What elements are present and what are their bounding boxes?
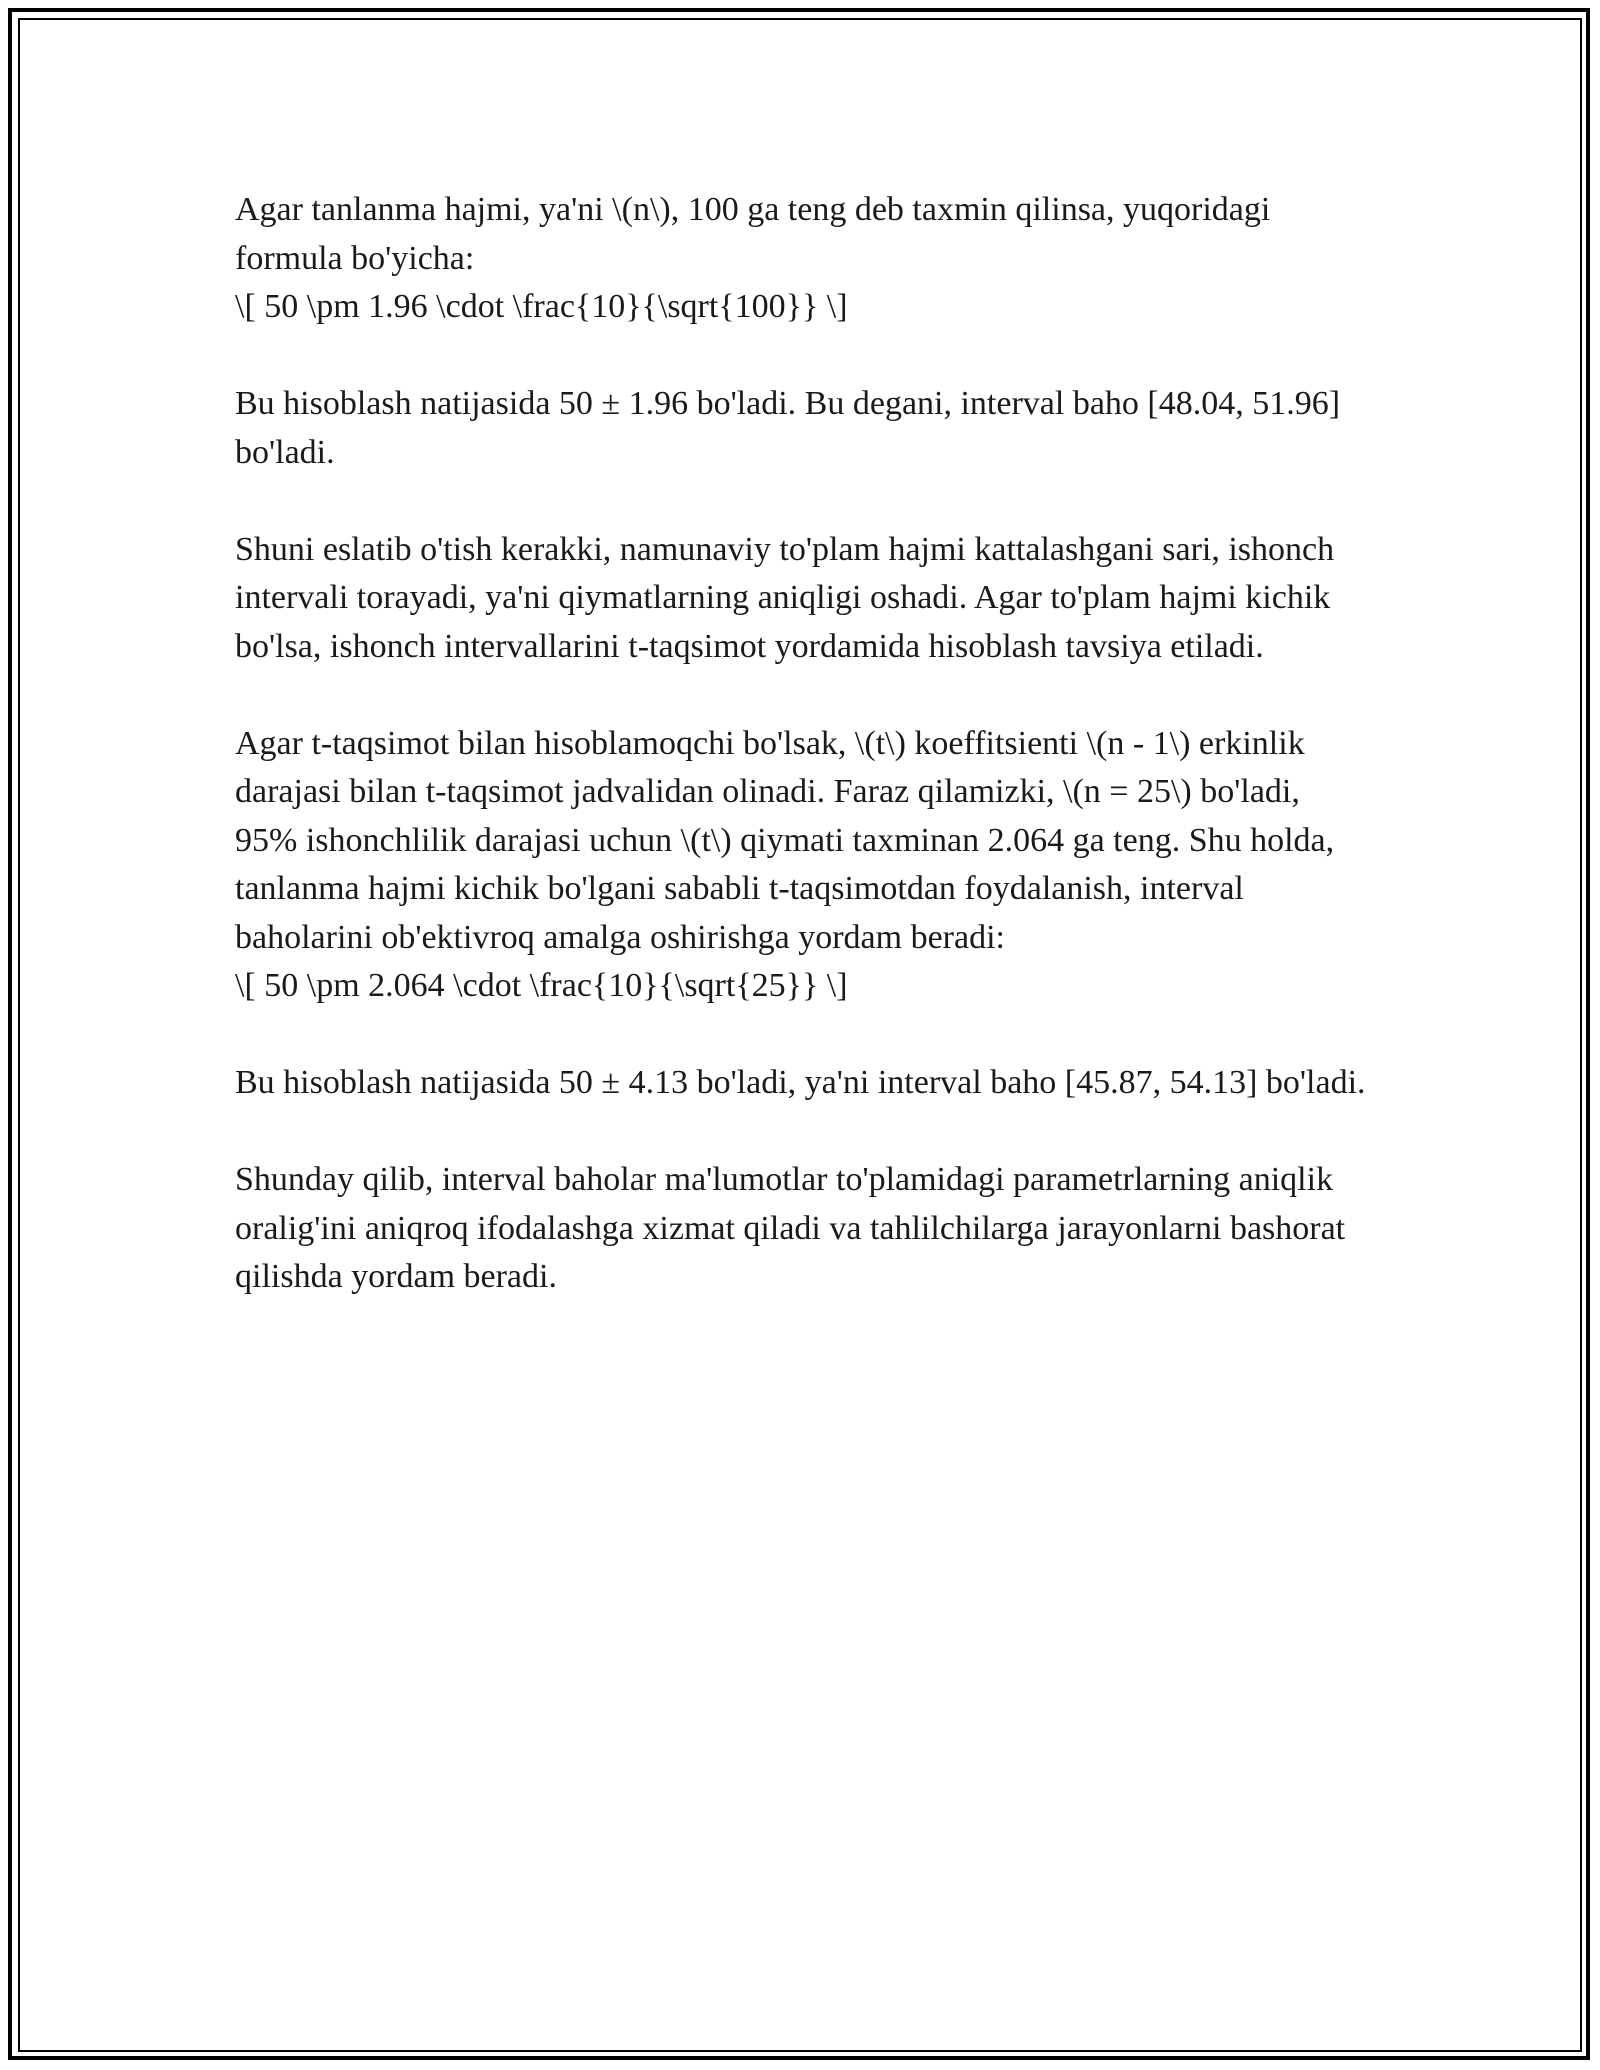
- paragraph-t-distribution: Agar t-taqsimot bilan hisoblamoqchi bo'lsak, \(t\) koeffitsienti \(n - 1\) erkinlik darajasi bilan t-taqsimot jadvalidan olinadi. Faraz qilamizki, \(n = 25\) bo'ladi, 95% ishonchlilik darajasi uchun \(t\) qiymati taxminan 2.064 ga teng. Shu holda, tanlanma hajmi kichik bo'lgani sababli t-taqsimotdan foydalanish, interval baholarini ob'ektivroq amalga oshirishga yordam beradi: \[ 50 \pm 2.064 \cdot \frac{10}{\sqrt{25}} \]: [235, 724, 1335, 1004]
- paragraph-sample-size-formula: Agar tanlanma hajmi, ya'ni \(n\), 100 ga teng deb taxmin qilinsa, yuqoridagi formula bo'yicha: \[ 50 \pm 1.96 \cdot \frac{10}{\sqrt{100}} \]: [235, 191, 1271, 325]
- paragraph-conclusion: Shunday qilib, interval baholar ma'lumotlar to'plamidagi parametrlarning aniqlik oralig'ini aniqroq ifodalashga xizmat qiladi va tahlilchilarga jarayonlarni bashorat qilishda yordam beradi.: [235, 1161, 1346, 1295]
- paragraph-sample-size-note: Shuni eslatib o'tish kerakki, namunaviy to'plam hajmi kattalashgani sari, ishonch intervali torayadi, ya'ni qiymatlarning aniqligi oshadi. Agar to'plam hajmi kichik bo'lsa, ishonch intervallarini t-taqsimot yordamida hisoblash tavsiya etiladi.: [235, 530, 1335, 665]
- paragraph-interval-result-2: Bu hisoblash natijasida 50 ± 4.13 bo'ladi, ya'ni interval baho [45.87, 54.13] bo'ladi.: [235, 1064, 1366, 1101]
- document-body: [235, 186, 1370, 1350]
- paragraph-interval-result-1: Bu hisoblash natijasida 50 ± 1.96 bo'ladi. Bu degani, interval baho [48.04, 51.96] bo'ladi.: [235, 385, 1341, 471]
